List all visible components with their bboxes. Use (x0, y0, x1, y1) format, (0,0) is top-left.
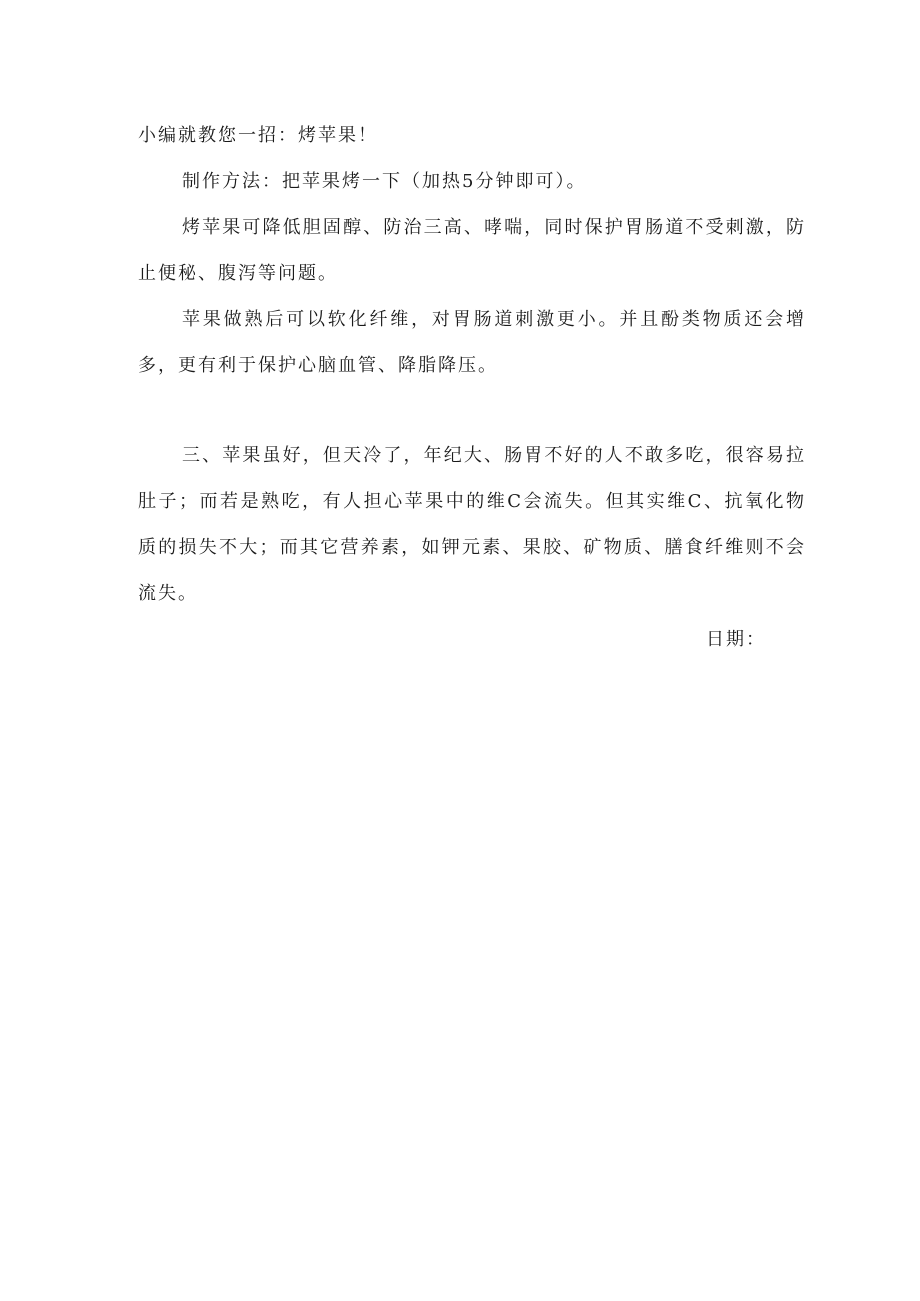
paragraph-section-three: 三、苹果虽好，但天冷了，年纪大、肠胃不好的人不敢多吃，很容易拉肚子；而若是熟吃，有人担心苹果中的维C会流失。但其实维C、抗氧化物质的损失不大；而其它营养素，如钾元素、果胶、矿物质、膳食纤维则不会流失。 (138, 445, 806, 604)
paragraph-spacer (138, 389, 806, 433)
paragraph-fiber: 苹果做熟后可以软化纤维，对胃肠道刺激更小。并且酚类物质还会增多，更有利于保护心脑血管、降脂降压。 (138, 309, 806, 376)
paragraph-method: 制作方法：把苹果烤一下（加热5分钟即可）。 (182, 171, 587, 192)
paragraph-benefits: 烤苹果可降低胆固醇、防治三高、哮喘，同时保护胃肠道不受刺激，防止便秘、腹泻等问题。 (138, 217, 806, 284)
date-label: 日期： (706, 629, 766, 650)
document-body (138, 113, 806, 663)
paragraph-intro: 小编就教您一招：烤苹果！ (138, 125, 378, 146)
